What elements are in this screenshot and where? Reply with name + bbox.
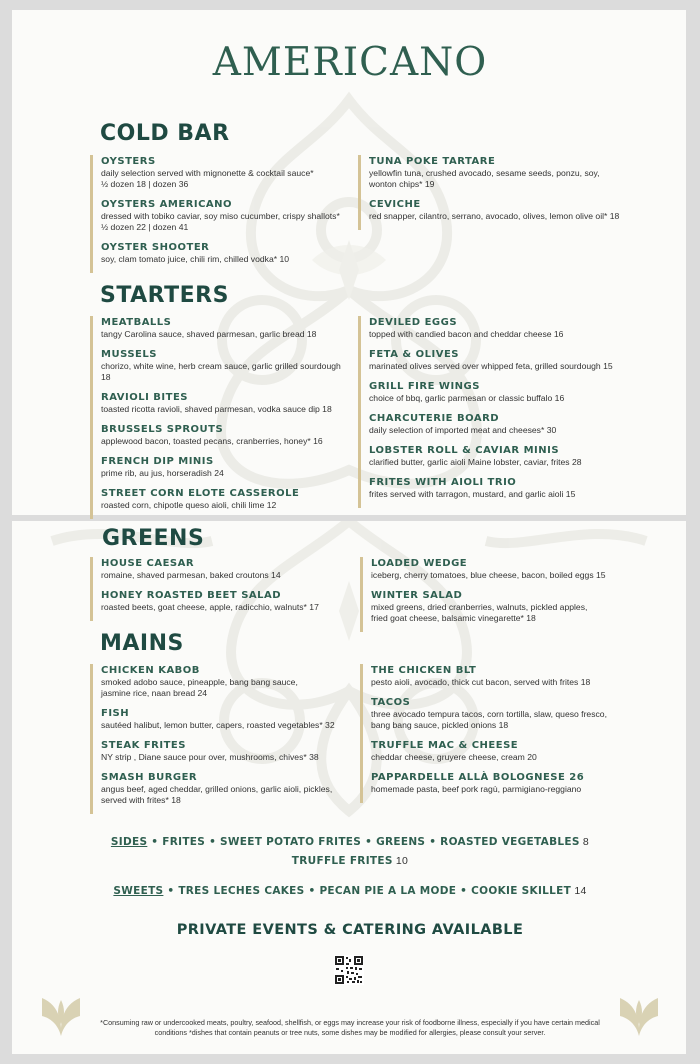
menu-item-description: daily selection of imported meat and cheeses* 30 [369, 425, 557, 435]
menu-item-description: dressed with tobiko caviar, soy miso cucumber, crispy shallots* [101, 211, 340, 221]
menu-item [101, 589, 352, 613]
menu-item-description: tangy Carolina sauce, shaved parmesan, garlic bread 18 [101, 329, 317, 339]
sides-line [0, 836, 700, 848]
menu-item-description: pesto aioli, avocado, thick cut bacon, served with frites 18 [371, 677, 591, 687]
menu-item [101, 557, 352, 581]
menu-item-name: CEVICHE [369, 199, 421, 210]
menu-item [371, 589, 660, 624]
menu-item [101, 487, 352, 511]
menu-item-name: TACOS [371, 697, 411, 708]
menu-item [369, 444, 658, 468]
corner-ornament-left-icon [40, 996, 82, 1038]
menu-item-description: prime rib, au jus, horseradish 24 [101, 468, 224, 478]
menu-item-description: red snapper, cilantro, serrano, avocado, olives, lemon olive oil* 18 [369, 211, 620, 221]
private-events-banner: PRIVATE EVENTS & CATERING AVAILABLE [176, 922, 524, 938]
menu-item-description: NY strip , Diane sauce pour over, mushrooms, chives* 38 [101, 752, 319, 762]
menu-item-name: OYSTERS AMERICANO [101, 199, 233, 210]
menu-item-description: marinated olives served over whipped feta, grilled sourdough 15 [369, 361, 613, 371]
menu-item-description: ½ dozen 22 | dozen 41 [101, 222, 189, 232]
menu-item [369, 476, 658, 500]
mains-left-column [90, 664, 352, 814]
section-title-mains: MAINS [100, 631, 184, 656]
menu-item [369, 155, 648, 190]
menu-item-name: DEVILED EGGS [369, 317, 458, 328]
menu-item-name: STEAK FRITES [101, 740, 186, 751]
menu-item-description: angus beef, aged cheddar, grilled onions, garlic aioli, pickles, [101, 784, 333, 794]
menu-item-name: OYSTER SHOOTER [101, 242, 210, 253]
menu-item-description: bang bang sauce, pickled onions 18 [371, 720, 509, 730]
starters-left-column [90, 316, 352, 519]
menu-item-description: fried goat cheese, balsamic vinegarette* 18 [371, 613, 536, 623]
menu-item-name: MUSSELS [101, 349, 157, 360]
menu-item-name: FISH [101, 708, 130, 719]
greens-right-column [360, 557, 660, 632]
menu-item [369, 412, 658, 436]
qr-code-icon[interactable] [334, 955, 364, 985]
menu-item [369, 348, 658, 372]
sides-price: 8 [579, 836, 590, 848]
menu-item-description: toasted ricotta ravioli, shaved parmesan, vodka sauce dip 18 [101, 404, 332, 414]
menu-item-description: smoked adobo sauce, pineapple, bang bang sauce, [101, 677, 298, 687]
truffle-frites-price: 10 [392, 855, 409, 867]
menu-item [369, 380, 658, 404]
menu-item [371, 739, 660, 763]
menu-item-description: yellowfin tuna, crushed avocado, sesame seeds, ponzu, soy, [369, 168, 600, 178]
corner-ornament-right-icon [618, 996, 660, 1038]
menu-item-name: HONEY ROASTED BEET SALAD [101, 590, 282, 601]
menu-item [101, 423, 352, 447]
menu-item-name: CHARCUTERIE BOARD [369, 413, 500, 424]
menu-item-name: LOBSTER ROLL & CAVIAR MINIS [369, 445, 560, 456]
menu-item-description: soy, clam tomato juice, chili rim, chilled vodka* 10 [101, 254, 290, 264]
menu-item [101, 348, 352, 383]
menu-item [101, 707, 352, 731]
menu-item-description: topped with candied bacon and cheddar cheese 16 [369, 329, 564, 339]
sides-label: SIDES [110, 836, 148, 848]
starters-right-column [358, 316, 658, 508]
sweets-items: • TRES LECHES CAKES • PECAN PIE A LA MODE • COOKIE SKILLET [163, 885, 572, 897]
menu-item [371, 664, 660, 688]
sides-items: • FRITES • SWEET POTATO FRITES • GREENS • ROASTED VEGETABLES [147, 836, 580, 848]
menu-item-description: iceberg, cherry tomatoes, blue cheese, bacon, boiled eggs 15 [371, 570, 606, 580]
menu-item-description: roasted beets, goat cheese, apple, radicchio, walnuts* 17 [101, 602, 319, 612]
restaurant-title: AMERICANO [212, 40, 488, 85]
menu-item-description: sautéed halibut, lemon butter, capers, roasted vegetables* 32 [101, 720, 335, 730]
menu-item-description: daily selection served with mignonette & cocktail sauce* [101, 168, 314, 178]
allergy-footnote: *Consuming raw or undercooked meats, poultry, seafood, shellfish, or eggs may increase your risk of foodborne illness, especially if you have certain medical conditions *dishes that contain peanuts or tree nuts, some dishes may be modified for allergies, please consult your server. [100, 1018, 600, 1037]
menu-item [101, 455, 352, 479]
menu-item-description: wonton chips* 19 [369, 179, 435, 189]
menu-item-description: served with frites* 18 [101, 795, 181, 805]
menu-item [371, 771, 660, 795]
menu-item-name: SMASH BURGER [101, 772, 198, 783]
menu-item-name: HOUSE CAESAR [101, 558, 195, 569]
menu-item [101, 739, 352, 763]
menu-item-name: FETA & OLIVES [369, 349, 459, 360]
menu-item-name: TUNA POKE TARTARE [369, 156, 496, 167]
menu-item-description: applewood bacon, toasted pecans, cranberries, honey* 16 [101, 436, 323, 446]
menu-item-name: LOADED WEDGE [371, 558, 468, 569]
menu-item-name: RAVIOLI BITES [101, 392, 188, 403]
menu-item [101, 664, 352, 699]
menu-item [371, 696, 660, 731]
menu-item-name: FRITES WITH AIOLI TRIO [369, 477, 517, 488]
menu-item-description: jasmine rice, naan bread 24 [101, 688, 208, 698]
menu-item-name: CHICKEN KABOB [101, 665, 200, 676]
menu-item-description: roasted corn, chipotle queso aioli, chili lime 12 [101, 500, 277, 510]
menu-item [101, 198, 352, 233]
menu-item [369, 316, 658, 340]
greens-left-column [90, 557, 352, 621]
menu-item [371, 557, 660, 581]
cold-bar-left-column [90, 155, 352, 273]
menu-item-description: frites served with tarragon, mustard, and garlic aioli 15 [369, 489, 576, 499]
menu-item-name: WINTER SALAD [371, 590, 463, 601]
sweets-price: 14 [571, 885, 587, 897]
menu-item-description: mixed greens, dried cranberries, walnuts, pickled apples, [371, 602, 588, 612]
menu-item-description: romaine, shaved parmesan, baked croutons 14 [101, 570, 281, 580]
menu-item-name: THE CHICKEN BLT [371, 665, 477, 676]
menu-item-description: homemade pasta, beef pork ragù, parmigiano-reggiano [371, 784, 582, 794]
menu-item-description: chorizo, white wine, herb cream sauce, garlic grilled sourdough 18 [101, 361, 341, 382]
section-title-cold-bar: COLD BAR [100, 121, 230, 146]
menu-item-description: three avocado tempura tacos, corn tortilla, slaw, queso fresco, [371, 709, 607, 719]
menu-item-name: STREET CORN ELOTE CASSEROLE [101, 488, 300, 499]
menu-item [101, 241, 352, 265]
menu-item [101, 391, 352, 415]
menu-item-description: choice of bbq, garlic parmesan or classic buffalo 16 [369, 393, 565, 403]
sweets-line [0, 885, 700, 897]
menu-item [101, 771, 352, 806]
section-title-greens: GREENS [102, 526, 205, 551]
menu-item-name: TRUFFLE MAC & CHEESE [371, 740, 519, 751]
menu-item-description: cheddar cheese, gruyere cheese, cream 20 [371, 752, 537, 762]
truffle-frites: TRUFFLE FRITES [291, 855, 393, 867]
menu-item [369, 198, 648, 222]
menu-item-description: ½ dozen 18 | dozen 36 [101, 179, 189, 189]
menu-item-description: clarified butter, garlic aioli Maine lobster, caviar, frites 28 [369, 457, 582, 467]
menu-item [101, 316, 352, 340]
sides-line-2 [0, 855, 700, 867]
menu-item-name: OYSTERS [101, 156, 156, 167]
sweets-label: SWEETS [113, 885, 164, 897]
menu-item-name: GRILL FIRE WINGS [369, 381, 480, 392]
menu-item [101, 155, 352, 190]
menu-item-name: BRUSSELS SPROUTS [101, 424, 224, 435]
menu-item-name: FRENCH DIP MINIS [101, 456, 214, 467]
menu-item-name: MEATBALLS [101, 317, 172, 328]
section-title-starters: STARTERS [100, 283, 229, 308]
mains-right-column [360, 664, 660, 803]
menu-item-name: PAPPARDELLE ALLÀ BOLOGNESE 26 [371, 772, 585, 783]
cold-bar-right-column [358, 155, 648, 230]
